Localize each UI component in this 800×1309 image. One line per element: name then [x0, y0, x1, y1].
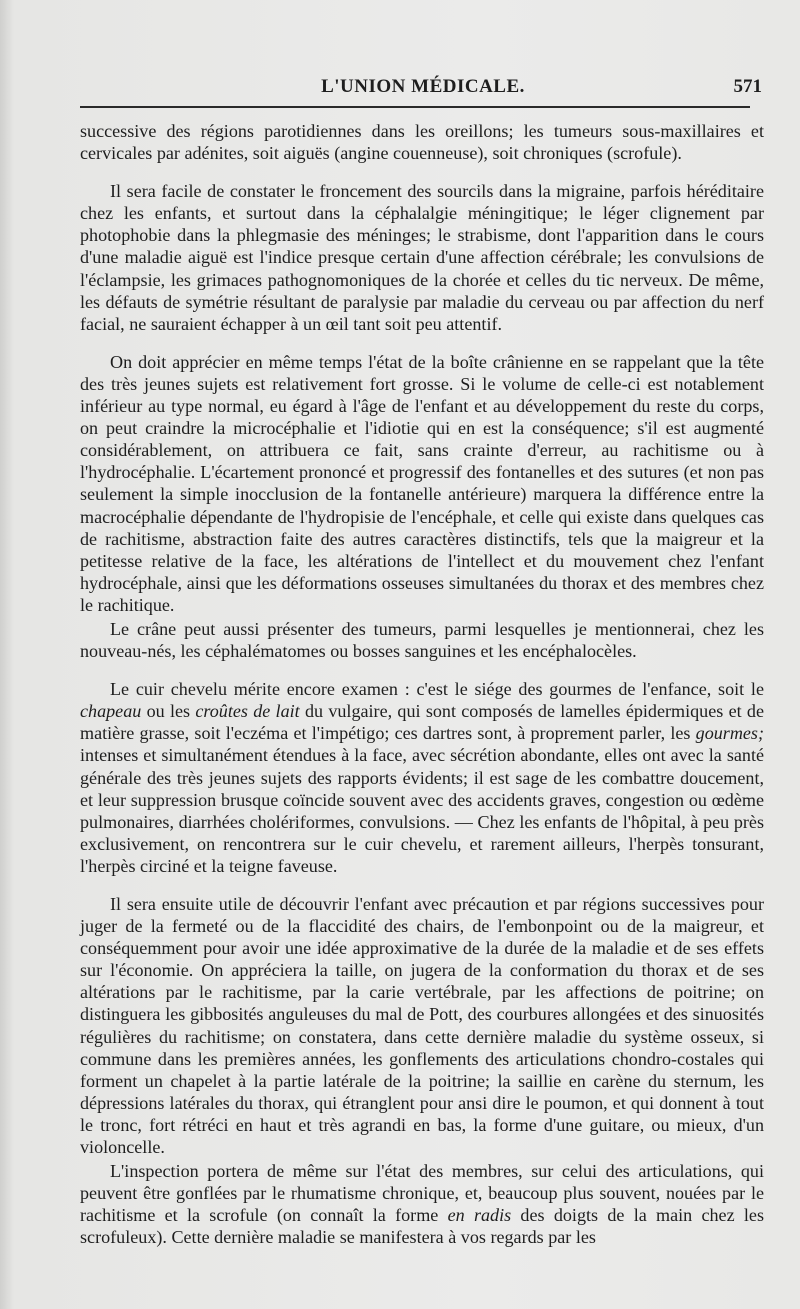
italic-text: gourmes; [695, 723, 764, 744]
paragraph [80, 1160, 764, 1248]
text-run: Il sera ensuite utile de découvrir l'enfant avec précaution et par régions successives pour juger de la fermeté ou de la flaccidité des chairs, de l'embonpoint ou de la maigreur, et conséquemment pour avoir une idée approximative de la durée de la maladie et de ses effets sur l'économie. On appréciera la taille, on jugera de la conformation du thorax et de ses altérations par le rachitisme, par la carie vertébrale, par les affections de poitrine; on distinguera les gibbosités anguleuses du mal de Pott, des courbures allongées et des sinuosités régulières du rachitisme; on constatera, dans cette dernière maladie du système osseux, si commune dans les premières années, les gonflements des articulations chondro-costales qui forment un chapelet à la partie latérale de la poitrine; la saillie en carène du sternum, les dépressions latérales du thorax, qui étranglent pour ansi dire le poumon, et qui donnent à tout le tronc, fort rétréci en haut et très agrandi en bas, la forme d'une guitare, ou mieux, d'un violoncelle. [80, 894, 764, 1158]
text-run: des doigts de la main chez les scrofuleux). Cette dernière maladie se manifestera à vos regards par les [80, 1205, 764, 1248]
body-text [80, 120, 764, 1249]
running-header [80, 76, 766, 102]
header-rule [80, 106, 750, 108]
paragraph [80, 893, 764, 1158]
text-run: successive des régions parotidiennes dans les oreillons; les tumeurs sous-maxillaires et cervicales par adénites, soit aiguës (angine couenneuse), soit chroniques (scrofule). [80, 121, 764, 164]
paragraph [80, 351, 764, 616]
text-run: du vulgaire, qui sont composés de lamelles épidermiques et de matière grasse, soit l'eczéma et l'impétigo; ces dartres sont, à proprement parler, les [80, 701, 764, 744]
paragraph [80, 618, 764, 662]
text-run: intenses et simultanément étendues à la face, avec sécrétion abondante, elles ont avec la santé générale des très jeunes sujets des rapports évidents; il est sage de les combattre doucement, et leur suppression brusque coïncide souvent avec des accidents graves, congestion ou œdème pulmonaires, diarrhées cholériformes, convulsions. — Chez les enfants de l'hôpital, à peu près exclusivement, on rencontrera sur le cuir chevelu, et rarement ailleurs, l'herpès tonsurant, l'herpès circiné et la teigne faveuse. [80, 745, 764, 876]
text-run: On doit apprécier en même temps l'état de la boîte crânienne en se rappelant que la tête des très jeunes sujets est relativement fort grosse. Si le volume de celle-ci est notablement inférieur au type normal, eu égard à l'âge de l'enfant et au développement du reste du corps, on peut craindre la microcéphalie et l'idiotie qui en est la conséquence; s'il est augmenté considérablement, on attribuera ce fait, sans crainte d'erreur, au rachitisme ou à l'hydrocéphalie. L'écartement prononcé et progressif des fontanelles et des sutures (et non pas seulement la simple inocclusion de la fontanelle antérieure) marquera la différence entre la macrocéphalie dépendante de l'hydropisie de l'encéphale, et celle qui existe dans quelques cas de rachitisme, abstraction faite des autres caractères distinctifs, tels que la maigreur et la petitesse relative de la face, les altérations de l'intellect et du mouvement chez l'enfant hydrocéphale, ainsi que les déformations osseuses simultanées du thorax et des membres chez le rachitique. [80, 351, 764, 615]
paragraph [80, 120, 764, 164]
text-run: Le cuir chevelu mérite encore examen : c'est le siége des gourmes de l'enfance, soit le [110, 679, 764, 700]
journal-title: L'UNION MÉDICALE. [321, 76, 525, 97]
text-run: Le crâne peut aussi présenter des tumeurs, parmi lesquelles je mentionnerai, chez les nouveau-nés, les céphalématomes ou bosses sanguines et les encéphalocèles. [80, 618, 764, 662]
paragraph [80, 678, 764, 877]
text-run: Il sera facile de constater le froncement des sourcils dans la migraine, parfois héréditaire chez les enfants, et surtout dans la céphalalgie méningitique; le léger clignement par photophobie dans la phlegmasie des méninges; le strabisme, dont l'apparition dans le cours d'une maladie aiguë est l'indice presque certain d'une affection cérébrale; les convulsions de l'éclampsie, les grimaces pathognomoniques de la chorée et celles du tic nerveux. De même, les défauts de symétrie résultant de paralysie par maladie du cerveau ou par affection du nerf facial, ne sauraient échapper à un œil tant soit peu attentif. [80, 181, 764, 334]
paragraph [80, 180, 764, 335]
page-number: 571 [733, 76, 762, 97]
italic-text: chapeau [80, 701, 142, 722]
text-run: L'inspection portera de même sur l'état des membres, sur celui des articulations, qui peuvent être gonflées par le rhumatisme chronique, et, beaucoup plus souvent, nouées par le rachitisme et la scrofule (on connaît la forme [80, 1161, 764, 1226]
text-run: ou les [141, 701, 196, 722]
italic-text: en radis [447, 1205, 512, 1226]
italic-text: croûtes de lait [195, 701, 300, 722]
